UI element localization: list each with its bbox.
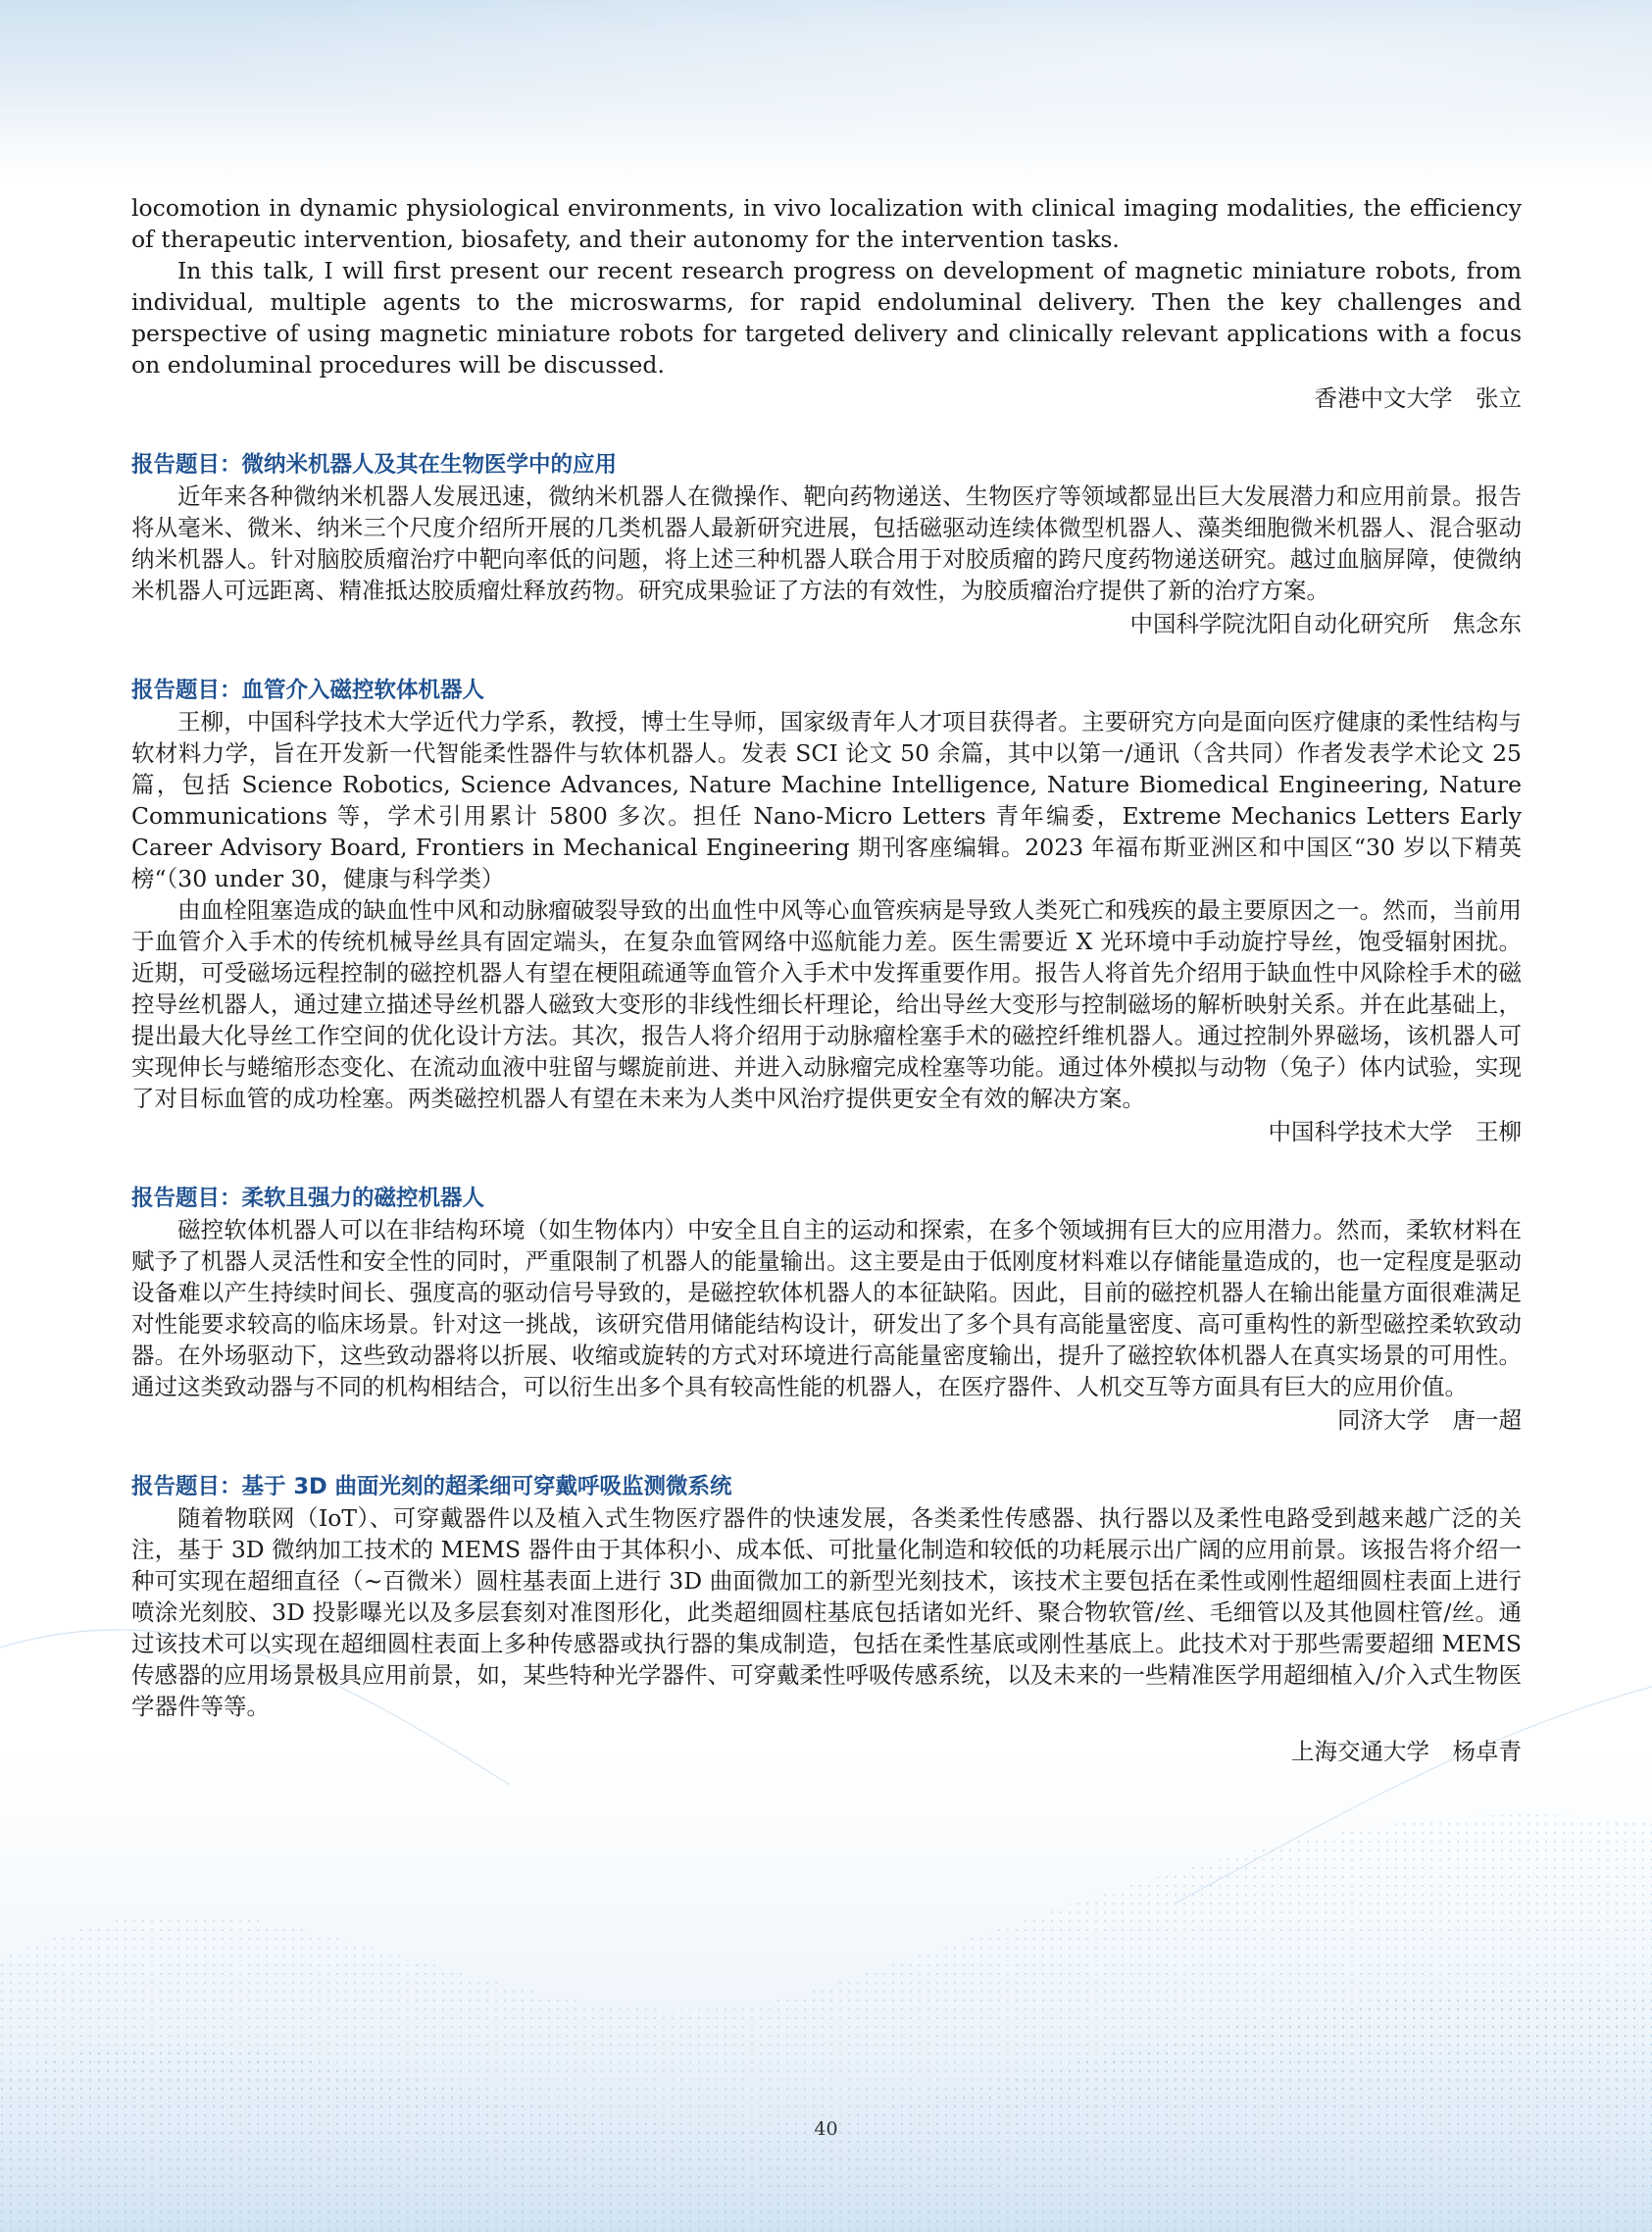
talk-title: 报告题目：微纳米机器人及其在生物医学中的应用	[131, 452, 618, 478]
speaker-affiliation: 同济大学 唐一超	[1337, 1406, 1522, 1434]
speaker-affiliation: 香港中文大学 张立	[1314, 384, 1522, 412]
talk-title: 报告题目：柔软且强力的磁控机器人	[131, 1186, 485, 1211]
talk-title: 报告题目：基于 3D 曲面光刻的超柔细可穿戴呼吸监测微系统	[131, 1474, 732, 1499]
page-number: 40	[814, 2118, 838, 2140]
intro-paragraph: In this talk, I will first present our recent research progress on development of magnetic miniature robots, from individual, multiple agents to the microswarms, for rapid endoluminal delivery. Then the key challenges and perspective of using magnetic miniature robots for targeted delivery and clinically relevant applications with a focus on endoluminal procedures will be discussed.	[131, 257, 1522, 379]
talk-abstract: 近年来各种微纳米机器人发展迅速，微纳米机器人在微操作、靶向药物递送、生物医疗等领域都显出巨大发展潜力和应用前景。报告将从毫米、微米、纳米三个尺度介绍所开展的几类机器人最新研究进展，包括磁驱动连续体微型机器人、藻类细胞微米机器人、混合驱动纳米机器人。针对脑胶质瘤治疗中靶向率低的问题，将上述三种机器人联合用于对胶质瘤的跨尺度药物递送研究。越过血脑屏障，使微纳米机器人可远距离、精准抵达胶质瘤灶释放药物。研究成果验证了方法的有效性，为胶质瘤治疗提供了新的治疗方案。	[131, 482, 1522, 604]
speaker-affiliation: 中国科学院沈阳自动化研究所 焦念东	[1129, 610, 1522, 637]
intro-paragraph: locomotion in dynamic physiological environments, in vivo localization with clinical imaging modalities, the efficiency of therapeutic intervention, biosafety, and their autonomy for the intervention tasks.	[131, 194, 1522, 253]
speaker-affiliation: 上海交通大学 杨卓青	[1291, 1738, 1522, 1765]
talk-abstract: 由血栓阻塞造成的缺血性中风和动脉瘤破裂导致的出血性中风等心血管疾病是导致人类死亡和残疾的最主要原因之一。然而，当前用于血管介入手术的传统机械导丝具有固定端头，在复杂血管网络中巡航能力差。医生需要近 X 光环境中手动旋拧导丝，饱受辐射困扰。近期，可受磁场远程控制的磁控机器人有望在梗阻疏通等血管介入手术中发挥重要作用。报告人将首先介绍用于缺血性中风除栓手术的磁控导丝机器人，通过建立描述导丝机器人磁致大变形的非线性细长杆理论，给出导丝大变形与控制磁场的解析映射关系。并在此基础上，提出最大化导丝工作空间的优化设计方法。其次，报告人将介绍用于动脉瘤栓塞手术的磁控纤维机器人。通过控制外界磁场，该机器人可实现伸长与蜷缩形态变化、在流动血液中驻留与螺旋前进、并进入动脉瘤完成栓塞等功能。通过体外模拟与动物（兔子）体内试验，实现了对目标血管的成功栓塞。两类磁控机器人有望在未来为人类中风治疗提供更安全有效的解决方案。	[131, 896, 1522, 1112]
header-gradient-band	[0, 0, 1652, 186]
talk-abstract: 随着物联网（IoT）、可穿戴器件以及植入式生物医疗器件的快速发展，各类柔性传感器、执行器以及柔性电路受到越来越广泛的关注，基于 3D 微纳加工技术的 MEMS 器件由于其体积小、成本低、可批量化制造和较低的功耗展示出广阔的应用前景。该报告将介绍一种可实现在超细直径（~百微米）圆柱基表面上进行 3D 曲面微加工的新型光刻技术，该技术主要包括在柔性或刚性超细圆柱表面上进行喷涂光刻胶、3D 投影曝光以及多层套刻对准图形化，此类超细圆柱基底包括诸如光纤、聚合物软管/丝、毛细管以及其他圆柱管/丝。通过该技术可以实现在超细圆柱表面上多种传感器或执行器的集成制造，包括在柔性基底或刚性基底上。此技术对于那些需要超细 MEMS 传感器的应用场景极具应用前景，如，某些特种光学器件、可穿戴柔性呼吸传感系统，以及未来的一些精准医学用超细植入/介入式生物医学器件等等。	[131, 1504, 1522, 1720]
talk-title: 报告题目：血管介入磁控软体机器人	[131, 678, 485, 703]
talk-abstract: 磁控软体机器人可以在非结构环境（如生物体内）中安全且自主的运动和探索，在多个领域拥有巨大的应用潜力。然而，柔软材料在赋予了机器人灵活性和安全性的同时，严重限制了机器人的能量输出。这主要是由于低刚度材料难以存储能量造成的，也一定程度是驱动设备难以产生持续时间长、强度高的驱动信号导致的，是磁控软体机器人的本征缺陷。因此，目前的磁控机器人在输出能量方面很难满足对性能要求较高的临床场景。针对这一挑战，该研究借用储能结构设计，研发出了多个具有高能量密度、高可重构性的新型磁控柔软致动器。在外场驱动下，这些致动器将以折展、收缩或旋转的方式对环境进行高能量密度输出，提升了磁控软体机器人在真实场景的可用性。通过这类致动器与不同的机构相结合，可以衍生出多个具有较高性能的机器人，在医疗器件、人机交互等方面具有巨大的应用价值。	[131, 1216, 1522, 1400]
speaker-affiliation: 中国科学技术大学 王柳	[1268, 1118, 1522, 1145]
main-content	[131, 192, 1522, 1767]
speaker-bio: 王柳，中国科学技术大学近代力学系，教授，博士生导师，国家级青年人才项目获得者。主要研究方向是面向医疗健康的柔性结构与软材料力学，旨在开发新一代智能柔性器件与软体机器人。发表 SCI 论文 50 余篇，其中以第一/通讯（含共同）作者发表学术论文 25 篇，包括 Science Robotics, Science Advances, Nature Machine Intelligence, Nature Biomedical Engineering, Nature Communications 等，学术引用累计 5800 多次。担任 Nano-Micro Letters 青年编委，Extreme Mechanics Letters Early Career Advisory Board, Frontiers in Mechanical Engineering 期刊客座编辑。2023 年福布斯亚洲区和中国区“30 岁以下精英榜“（30 under 30，健康与科学类）	[131, 708, 1522, 892]
